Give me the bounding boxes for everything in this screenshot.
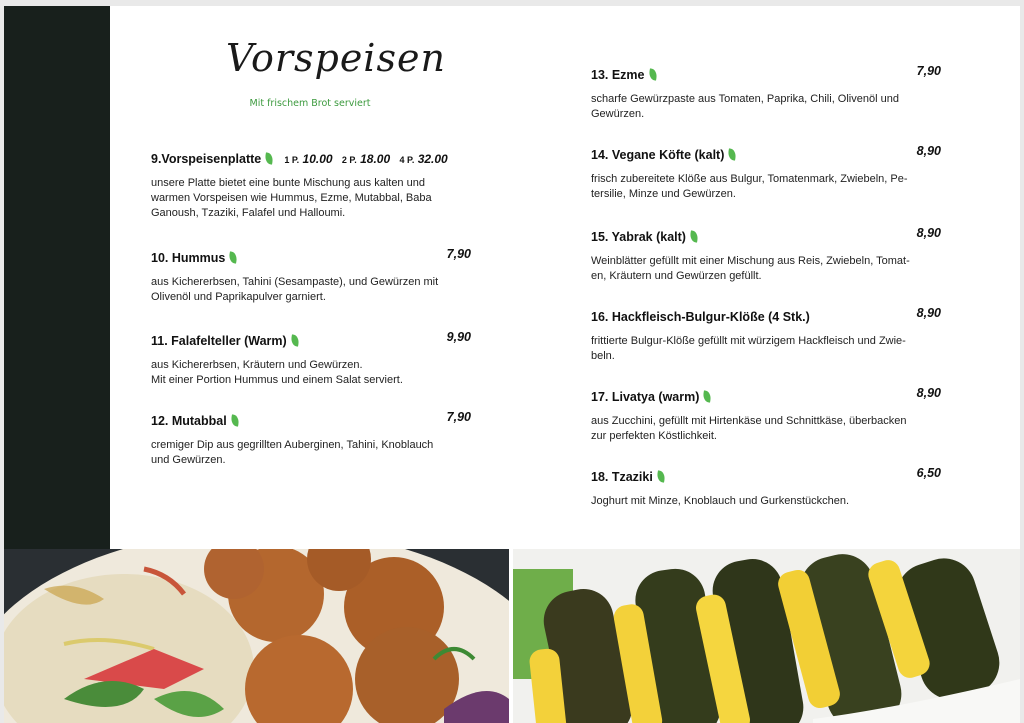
item-price: 9,90 bbox=[446, 330, 471, 344]
item-price: 7,90 bbox=[446, 410, 471, 424]
size-label: 2 P. bbox=[341, 155, 357, 165]
menu-item-hackfleisch-bulgur bbox=[591, 306, 941, 364]
item-description: aus Kichererbsen, Kräutern und Gewürzen. Mit einer Portion Hummus und einem Salat serviert. bbox=[151, 359, 403, 386]
item-name: 16. Hackfleisch-Bulgur-Klöße (4 Stk.) bbox=[591, 310, 810, 324]
item-description: aus Kichererbsen, Tahini (Sesampaste), und Gewürzen mit Olivenöl und Paprikapulver garniert. bbox=[151, 276, 439, 303]
item-price: 8,90 bbox=[916, 226, 941, 240]
size-label: 4 P. bbox=[399, 155, 415, 165]
item-price: 7,90 bbox=[916, 64, 941, 78]
item-description: Weinblätter gefüllt mit einer Mischung aus Reis, Zwiebeln, Tomat- en, Kräutern und Gewürzen gefüllt. bbox=[591, 255, 910, 282]
vegan-leaf-icon bbox=[702, 390, 712, 402]
menu-item-tzaziki bbox=[591, 466, 941, 509]
item-description: aus Zucchini, gefüllt mit Hirtenkäse und Schnittkäse, überbacken zur perfekten Köstlichkeit. bbox=[591, 415, 907, 442]
menu-item-vegane-koefte bbox=[591, 144, 941, 202]
vegan-leaf-icon bbox=[230, 414, 240, 426]
menu-item-livatya bbox=[591, 386, 941, 444]
menu-item-ezme bbox=[591, 64, 941, 122]
menu-item-platter bbox=[151, 148, 491, 221]
item-price: 8,90 bbox=[916, 386, 941, 400]
item-name: 18. Tzaziki bbox=[591, 470, 653, 484]
falafel-hummus-photo bbox=[4, 549, 509, 723]
item-description: unsere Platte bietet eine bunte Mischung aus kalten und warmen Vorspeisen wie Hummus, Ezme, Mutabbal, Baba Ganoush, Tzaziki, Falafel und Halloumi. bbox=[151, 177, 432, 219]
item-description: frittierte Bulgur-Klöße gefüllt mit würzigem Hackfleisch und Zwie- beln. bbox=[591, 335, 906, 362]
vegan-leaf-icon bbox=[656, 470, 666, 482]
section-title: Vorspeisen bbox=[226, 36, 446, 80]
item-description: cremiger Dip aus gegrillten Auberginen, Tahini, Knoblauch und Gewürzen. bbox=[151, 439, 434, 466]
size-price: 32.00 bbox=[417, 152, 448, 166]
platter-sizes bbox=[284, 152, 453, 166]
vegan-leaf-icon bbox=[264, 152, 274, 164]
item-description: frisch zubereitete Klöße aus Bulgur, Tomatenmark, Zwiebeln, Pe- tersilie, Minze und Gewürzen. bbox=[591, 173, 908, 200]
item-name: 13. Ezme bbox=[591, 68, 645, 82]
item-description: scharfe Gewürzpaste aus Tomaten, Paprika, Chili, Olivenöl und Gewürzen. bbox=[591, 93, 899, 120]
item-name: 10. Hummus bbox=[151, 251, 226, 265]
item-price: 7,90 bbox=[446, 247, 471, 261]
item-price: 8,90 bbox=[916, 144, 941, 158]
vegan-leaf-icon bbox=[689, 230, 699, 242]
size-label: 1 P. bbox=[284, 155, 300, 165]
menu-item-mutabbal bbox=[151, 410, 471, 468]
size-price: 10.00 bbox=[302, 152, 333, 166]
vegan-leaf-icon bbox=[228, 251, 238, 263]
dark-sidebar bbox=[4, 6, 110, 549]
item-price: 8,90 bbox=[916, 306, 941, 320]
item-price: 6,50 bbox=[916, 466, 941, 480]
yabrak-photo bbox=[513, 549, 1020, 723]
vegan-leaf-icon bbox=[727, 148, 737, 160]
size-price: 18.00 bbox=[360, 152, 391, 166]
vegan-leaf-icon bbox=[290, 334, 300, 346]
menu-item-hummus bbox=[151, 247, 471, 305]
item-name: 15. Yabrak (kalt) bbox=[591, 230, 686, 244]
item-name: 11. Falafelteller (Warm) bbox=[151, 334, 287, 348]
item-name: 9.Vorspeisenplatte bbox=[151, 152, 262, 166]
vegan-leaf-icon bbox=[648, 68, 658, 80]
menu-item-falafelteller bbox=[151, 330, 471, 388]
section-subtitle: Mit frischem Brot serviert bbox=[249, 98, 371, 109]
item-name: 17. Livatya (warm) bbox=[591, 390, 700, 404]
menu-item-yabrak bbox=[591, 226, 941, 284]
menu-page bbox=[4, 6, 1020, 723]
item-name: 12. Mutabbal bbox=[151, 414, 227, 428]
item-description: Joghurt mit Minze, Knoblauch und Gurkenstückchen. bbox=[591, 495, 850, 507]
item-name: 14. Vegane Köfte (kalt) bbox=[591, 148, 725, 162]
